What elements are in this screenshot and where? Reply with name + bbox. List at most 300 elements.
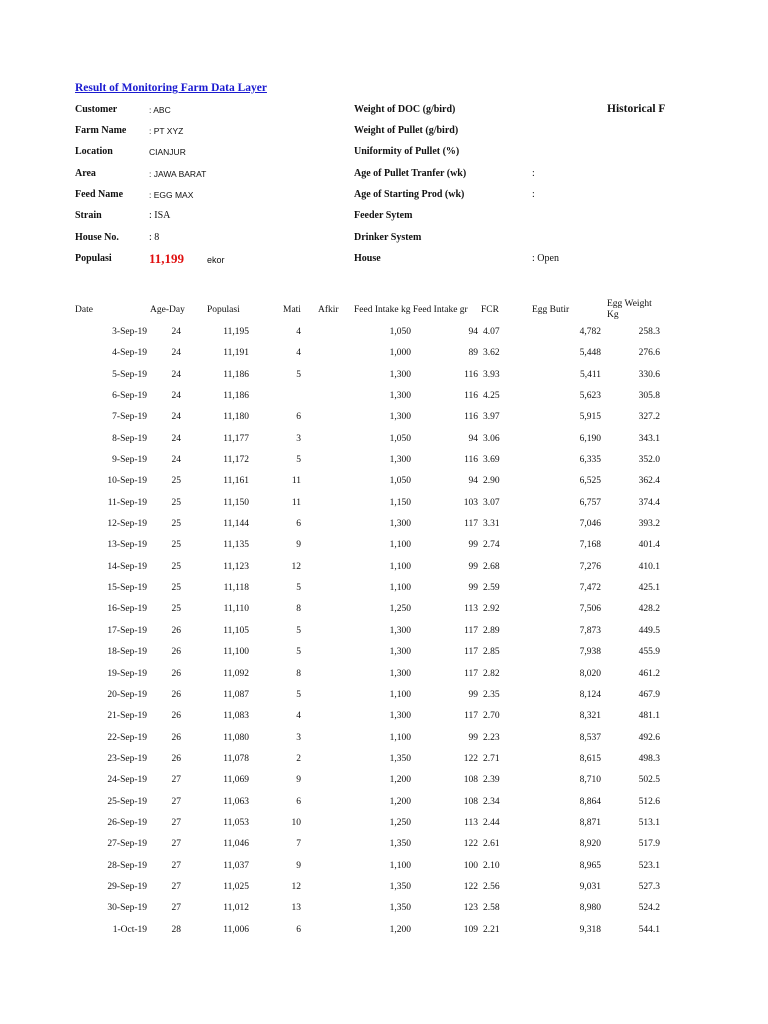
cell-fcr: 3.31 xyxy=(483,519,500,530)
cell-date: 20-Sep-19 xyxy=(107,689,147,700)
cell-fcr: 2.39 xyxy=(483,775,500,786)
cell-fcr: 2.58 xyxy=(483,903,500,914)
cell-fcr: 4.25 xyxy=(483,391,500,402)
cell-mati: 4 xyxy=(296,711,301,722)
cell-fcr: 3.06 xyxy=(483,433,500,444)
table-row xyxy=(0,562,768,583)
cell-egg-butir: 6,525 xyxy=(579,476,601,487)
info-value: : EGG MAX xyxy=(149,190,194,200)
cell-fcr: 3.69 xyxy=(483,455,500,466)
info-label: Area xyxy=(75,168,96,179)
cell-feed-kg: 1,300 xyxy=(389,668,411,679)
cell-populasi: 11,118 xyxy=(223,583,249,594)
cell-feed-kg: 1,350 xyxy=(389,881,411,892)
cell-feed-kg: 1,050 xyxy=(389,327,411,337)
cell-populasi: 11,092 xyxy=(223,668,249,679)
info-value: : Open xyxy=(532,253,559,264)
cell-feed-gr: 94 xyxy=(468,476,478,487)
cell-feed-gr: 99 xyxy=(468,689,478,700)
cell-egg-weight: 374.4 xyxy=(638,497,660,508)
cell-mati: 11 xyxy=(291,476,301,487)
cell-date: 9-Sep-19 xyxy=(112,455,147,466)
cell-fcr: 2.92 xyxy=(483,604,500,615)
cell-mati: 6 xyxy=(296,519,301,530)
cell-egg-butir: 8,710 xyxy=(579,775,601,786)
cell-egg-weight: 276.6 xyxy=(638,348,660,359)
cell-populasi: 11,186 xyxy=(223,369,249,380)
cell-feed-kg: 1,350 xyxy=(389,903,411,914)
cell-feed-kg: 1,300 xyxy=(389,412,411,423)
cell-populasi: 11,037 xyxy=(223,860,249,871)
cell-date: 18-Sep-19 xyxy=(107,647,147,658)
cell-feed-gr: 117 xyxy=(464,711,478,722)
cell-age-day: 28 xyxy=(171,924,181,935)
cell-age-day: 25 xyxy=(171,561,181,572)
cell-egg-weight: 352.0 xyxy=(638,455,660,466)
cell-egg-weight: 527.3 xyxy=(638,881,660,892)
cell-feed-gr: 117 xyxy=(464,668,478,679)
cell-egg-butir: 8,124 xyxy=(579,689,601,700)
info-value: : ISA xyxy=(149,210,171,221)
cell-egg-butir: 8,615 xyxy=(579,753,601,764)
cell-egg-butir: 7,046 xyxy=(579,519,601,530)
cell-feed-gr: 108 xyxy=(463,796,478,807)
cell-fcr: 2.90 xyxy=(483,476,500,487)
cell-feed-gr: 117 xyxy=(464,625,478,636)
cell-feed-gr: 109 xyxy=(463,924,478,935)
cell-date: 21-Sep-19 xyxy=(107,711,147,722)
cell-egg-weight: 513.1 xyxy=(638,817,660,828)
cell-egg-butir: 6,335 xyxy=(579,455,601,466)
cell-feed-kg: 1,100 xyxy=(389,561,411,572)
cell-date: 11-Sep-19 xyxy=(107,497,147,508)
cell-age-day: 24 xyxy=(171,327,181,337)
cell-feed-kg: 1,200 xyxy=(389,796,411,807)
cell-populasi: 11,087 xyxy=(223,689,249,700)
cell-mati: 12 xyxy=(291,881,301,892)
cell-date: 3-Sep-19 xyxy=(112,327,147,337)
cell-egg-weight: 362.4 xyxy=(638,476,660,487)
cell-egg-butir: 5,623 xyxy=(579,391,601,402)
cell-egg-butir: 5,411 xyxy=(579,369,601,380)
cell-feed-kg: 1,100 xyxy=(389,860,411,871)
cell-egg-butir: 8,864 xyxy=(579,796,601,807)
cell-egg-butir: 5,915 xyxy=(579,412,601,423)
cell-mati: 10 xyxy=(291,817,301,828)
cell-age-day: 24 xyxy=(171,455,181,466)
cell-mati: 11 xyxy=(291,497,301,508)
cell-fcr: 2.23 xyxy=(483,732,500,743)
table-row xyxy=(0,882,768,903)
cell-feed-kg: 1,300 xyxy=(389,711,411,722)
cell-mati: 7 xyxy=(296,839,301,850)
cell-egg-weight: 258.3 xyxy=(638,327,660,337)
cell-mati: 4 xyxy=(296,327,301,337)
cell-populasi: 11,063 xyxy=(223,796,249,807)
cell-populasi: 11,172 xyxy=(223,455,249,466)
table-row xyxy=(0,775,768,796)
cell-egg-weight: 461.2 xyxy=(638,668,660,679)
cell-populasi: 11,144 xyxy=(223,519,249,530)
cell-populasi: 11,069 xyxy=(223,775,249,786)
header-egg-weight: Egg Weight xyxy=(607,299,652,309)
cell-feed-gr: 103 xyxy=(463,497,478,508)
table-row xyxy=(0,711,768,732)
cell-fcr: 2.68 xyxy=(483,561,500,572)
cell-egg-weight: 455.9 xyxy=(638,647,660,658)
info-label: Feeder Sytem xyxy=(354,210,413,221)
cell-date: 19-Sep-19 xyxy=(107,668,147,679)
cell-age-day: 27 xyxy=(171,839,181,850)
cell-egg-weight: 492.6 xyxy=(638,732,660,743)
cell-fcr: 3.93 xyxy=(483,369,500,380)
cell-fcr: 2.34 xyxy=(483,796,500,807)
cell-feed-gr: 122 xyxy=(463,753,478,764)
cell-age-day: 25 xyxy=(171,583,181,594)
cell-feed-gr: 122 xyxy=(463,839,478,850)
cell-mati: 6 xyxy=(296,796,301,807)
cell-mati: 12 xyxy=(291,561,301,572)
table-row xyxy=(0,455,768,476)
cell-mati: 8 xyxy=(296,604,301,615)
cell-egg-butir: 6,190 xyxy=(579,433,601,444)
cell-fcr: 2.70 xyxy=(483,711,500,722)
cell-egg-weight: 425.1 xyxy=(638,583,660,594)
cell-mati: 8 xyxy=(296,668,301,679)
header-date: Date xyxy=(75,305,93,315)
table-row xyxy=(0,861,768,882)
info-label: House No. xyxy=(75,232,119,243)
cell-age-day: 26 xyxy=(171,668,181,679)
cell-populasi: 11,080 xyxy=(223,732,249,743)
cell-feed-kg: 1,300 xyxy=(389,369,411,380)
info-label: Customer xyxy=(75,104,118,115)
cell-populasi: 11,123 xyxy=(223,561,249,572)
cell-age-day: 25 xyxy=(171,519,181,530)
cell-feed-gr: 89 xyxy=(468,348,478,359)
cell-date: 25-Sep-19 xyxy=(107,796,147,807)
cell-fcr: 2.35 xyxy=(483,689,500,700)
cell-feed-gr: 117 xyxy=(464,519,478,530)
cell-feed-kg: 1,350 xyxy=(389,753,411,764)
cell-feed-gr: 116 xyxy=(464,412,478,423)
info-label: Strain xyxy=(75,210,102,221)
table-row xyxy=(0,925,768,946)
cell-age-day: 26 xyxy=(171,711,181,722)
cell-egg-weight: 544.1 xyxy=(638,924,660,935)
table-row xyxy=(0,391,768,412)
report-title: Result of Monitoring Farm Data Layer xyxy=(75,82,267,94)
cell-mati: 2 xyxy=(296,753,301,764)
cell-populasi: 11,186 xyxy=(223,391,249,402)
cell-date: 24-Sep-19 xyxy=(107,775,147,786)
info-value: : ABC xyxy=(149,105,171,115)
cell-populasi: 11,046 xyxy=(223,839,249,850)
cell-feed-gr: 123 xyxy=(463,903,478,914)
cell-populasi: 11,180 xyxy=(223,412,249,423)
cell-egg-weight: 401.4 xyxy=(638,540,660,551)
cell-feed-gr: 99 xyxy=(468,561,478,572)
header-feed-intake: Feed Intake kg Feed Intake gr xyxy=(354,305,468,315)
header-age-day: Age-Day xyxy=(150,305,185,315)
cell-populasi: 11,006 xyxy=(223,924,249,935)
cell-feed-gr: 116 xyxy=(464,369,478,380)
cell-feed-gr: 116 xyxy=(464,455,478,466)
cell-egg-weight: 343.1 xyxy=(638,433,660,444)
populasi-label: Populasi xyxy=(75,253,112,264)
cell-egg-weight: 410.1 xyxy=(638,561,660,572)
cell-age-day: 24 xyxy=(171,433,181,444)
cell-date: 14-Sep-19 xyxy=(107,561,147,572)
cell-feed-gr: 113 xyxy=(464,604,478,615)
populasi-value: 11,199 xyxy=(149,251,185,266)
cell-age-day: 26 xyxy=(171,647,181,658)
table-row xyxy=(0,797,768,818)
info-value: : 8 xyxy=(149,232,160,243)
cell-feed-kg: 1,300 xyxy=(389,455,411,466)
cell-feed-gr: 94 xyxy=(468,327,478,337)
cell-egg-butir: 4,782 xyxy=(579,327,601,337)
cell-mati: 13 xyxy=(291,903,301,914)
cell-populasi: 11,012 xyxy=(223,903,249,914)
header-egg-weight-unit: Kg xyxy=(607,310,619,320)
cell-populasi: 11,177 xyxy=(223,433,249,444)
cell-age-day: 24 xyxy=(171,391,181,402)
cell-populasi: 11,105 xyxy=(223,625,249,636)
cell-date: 16-Sep-19 xyxy=(107,604,147,615)
cell-feed-kg: 1,200 xyxy=(389,775,411,786)
table-row xyxy=(0,604,768,625)
cell-feed-kg: 1,300 xyxy=(389,391,411,402)
cell-egg-butir: 7,168 xyxy=(579,540,601,551)
cell-egg-weight: 330.6 xyxy=(638,369,660,380)
cell-populasi: 11,191 xyxy=(223,348,249,359)
cell-egg-butir: 7,276 xyxy=(579,561,601,572)
historical-heading: Historical F xyxy=(607,103,666,115)
cell-fcr: 3.62 xyxy=(483,348,500,359)
cell-feed-kg: 1,250 xyxy=(389,817,411,828)
cell-mati: 9 xyxy=(296,540,301,551)
cell-egg-butir: 9,031 xyxy=(579,881,601,892)
cell-feed-gr: 99 xyxy=(468,540,478,551)
cell-date: 6-Sep-19 xyxy=(112,391,147,402)
cell-fcr: 3.07 xyxy=(483,497,500,508)
cell-feed-gr: 116 xyxy=(464,391,478,402)
cell-feed-gr: 108 xyxy=(463,775,478,786)
cell-mati: 3 xyxy=(296,433,301,444)
cell-egg-butir: 7,472 xyxy=(579,583,601,594)
cell-fcr: 2.85 xyxy=(483,647,500,658)
cell-fcr: 2.59 xyxy=(483,583,500,594)
cell-age-day: 25 xyxy=(171,476,181,487)
cell-date: 5-Sep-19 xyxy=(112,369,147,380)
header-populasi: Populasi xyxy=(207,305,240,315)
cell-feed-gr: 99 xyxy=(468,583,478,594)
info-label: Farm Name xyxy=(75,125,127,136)
cell-feed-kg: 1,300 xyxy=(389,647,411,658)
cell-fcr: 2.44 xyxy=(483,817,500,828)
cell-date: 10-Sep-19 xyxy=(107,476,147,487)
cell-fcr: 2.61 xyxy=(483,839,500,850)
cell-feed-kg: 1,100 xyxy=(389,732,411,743)
cell-egg-weight: 449.5 xyxy=(638,625,660,636)
cell-date: 1-Oct-19 xyxy=(112,924,147,935)
cell-egg-butir: 8,321 xyxy=(579,711,601,722)
cell-egg-butir: 7,873 xyxy=(579,625,601,636)
data-table xyxy=(0,327,768,946)
cell-egg-weight: 327.2 xyxy=(638,412,660,423)
cell-age-day: 26 xyxy=(171,625,181,636)
cell-egg-weight: 512.6 xyxy=(638,796,660,807)
table-row xyxy=(0,434,768,455)
cell-age-day: 27 xyxy=(171,881,181,892)
cell-fcr: 4.07 xyxy=(483,327,500,337)
cell-feed-kg: 1,200 xyxy=(389,924,411,935)
cell-egg-butir: 8,920 xyxy=(579,839,601,850)
cell-egg-butir: 5,448 xyxy=(579,348,601,359)
cell-mati: 5 xyxy=(296,689,301,700)
table-row xyxy=(0,476,768,497)
cell-mati: 3 xyxy=(296,732,301,743)
table-row xyxy=(0,583,768,604)
cell-date: 8-Sep-19 xyxy=(112,433,147,444)
table-row xyxy=(0,370,768,391)
cell-mati: 6 xyxy=(296,412,301,423)
cell-date: 13-Sep-19 xyxy=(107,540,147,551)
table-row xyxy=(0,412,768,433)
cell-populasi: 11,025 xyxy=(223,881,249,892)
info-label: Drinker System xyxy=(354,232,422,243)
cell-populasi: 11,195 xyxy=(223,327,249,337)
cell-age-day: 26 xyxy=(171,689,181,700)
cell-mati: 5 xyxy=(296,625,301,636)
table-row xyxy=(0,327,768,348)
cell-age-day: 24 xyxy=(171,369,181,380)
cell-mati: 5 xyxy=(296,369,301,380)
cell-populasi: 11,150 xyxy=(223,497,249,508)
info-label: Feed Name xyxy=(75,189,124,200)
cell-mati: 5 xyxy=(296,647,301,658)
cell-populasi: 11,078 xyxy=(223,753,249,764)
cell-fcr: 2.89 xyxy=(483,625,500,636)
cell-date: 23-Sep-19 xyxy=(107,753,147,764)
table-row xyxy=(0,348,768,369)
cell-egg-butir: 8,537 xyxy=(579,732,601,743)
cell-mati: 9 xyxy=(296,860,301,871)
cell-date: 28-Sep-19 xyxy=(107,860,147,871)
cell-populasi: 11,083 xyxy=(223,711,249,722)
cell-age-day: 25 xyxy=(171,604,181,615)
cell-age-day: 26 xyxy=(171,732,181,743)
cell-fcr: 2.10 xyxy=(483,860,500,871)
cell-fcr: 2.71 xyxy=(483,753,500,764)
cell-date: 4-Sep-19 xyxy=(112,348,147,359)
cell-date: 15-Sep-19 xyxy=(107,583,147,594)
table-row xyxy=(0,498,768,519)
cell-egg-butir: 8,871 xyxy=(579,817,601,828)
cell-egg-butir: 9,318 xyxy=(579,924,601,935)
cell-egg-butir: 8,980 xyxy=(579,903,601,914)
table-row xyxy=(0,733,768,754)
cell-mati: 4 xyxy=(296,348,301,359)
header-fcr: FCR xyxy=(481,305,499,315)
cell-populasi: 11,161 xyxy=(223,476,249,487)
cell-feed-kg: 1,100 xyxy=(389,583,411,594)
cell-feed-kg: 1,250 xyxy=(389,604,411,615)
cell-feed-gr: 117 xyxy=(464,647,478,658)
info-label: Weight of Pullet (g/bird) xyxy=(354,125,459,136)
cell-feed-kg: 1,300 xyxy=(389,519,411,530)
cell-egg-butir: 7,938 xyxy=(579,647,601,658)
info-label: Age of Starting Prod (wk) xyxy=(354,189,465,200)
header-egg-butir: Egg Butir xyxy=(532,305,570,315)
cell-feed-gr: 100 xyxy=(463,860,478,871)
info-label: Uniformity of Pullet (%) xyxy=(354,146,460,157)
cell-egg-butir: 7,506 xyxy=(579,604,601,615)
cell-feed-gr: 94 xyxy=(468,433,478,444)
cell-egg-weight: 517.9 xyxy=(638,839,660,850)
cell-egg-weight: 498.3 xyxy=(638,753,660,764)
info-value: : PT XYZ xyxy=(149,126,184,136)
cell-populasi: 11,053 xyxy=(223,817,249,828)
cell-age-day: 27 xyxy=(171,775,181,786)
cell-feed-kg: 1,000 xyxy=(389,348,411,359)
cell-date: 29-Sep-19 xyxy=(107,881,147,892)
cell-mati: 9 xyxy=(296,775,301,786)
cell-feed-kg: 1,100 xyxy=(389,540,411,551)
cell-egg-butir: 8,965 xyxy=(579,860,601,871)
cell-egg-weight: 393.2 xyxy=(638,519,660,530)
cell-age-day: 27 xyxy=(171,796,181,807)
cell-feed-kg: 1,050 xyxy=(389,433,411,444)
cell-date: 30-Sep-19 xyxy=(107,903,147,914)
cell-populasi: 11,110 xyxy=(223,604,249,615)
info-label: Age of Pullet Tranfer (wk) xyxy=(354,168,467,179)
table-row xyxy=(0,519,768,540)
cell-age-day: 27 xyxy=(171,903,181,914)
table-row xyxy=(0,903,768,924)
cell-date: 17-Sep-19 xyxy=(107,625,147,636)
cell-feed-kg: 1,350 xyxy=(389,839,411,850)
cell-feed-kg: 1,100 xyxy=(389,689,411,700)
cell-age-day: 24 xyxy=(171,348,181,359)
cell-feed-gr: 122 xyxy=(463,881,478,892)
cell-egg-weight: 305.8 xyxy=(638,391,660,402)
cell-egg-weight: 502.5 xyxy=(638,775,660,786)
cell-date: 12-Sep-19 xyxy=(107,519,147,530)
cell-age-day: 25 xyxy=(171,540,181,551)
info-label: House xyxy=(354,253,381,264)
cell-age-day: 25 xyxy=(171,497,181,508)
cell-egg-weight: 524.2 xyxy=(638,903,660,914)
cell-feed-gr: 99 xyxy=(468,732,478,743)
header-mati: Mati xyxy=(283,305,301,315)
cell-egg-weight: 481.1 xyxy=(638,711,660,722)
cell-date: 22-Sep-19 xyxy=(107,732,147,743)
table-row xyxy=(0,669,768,690)
info-label: Weight of DOC (g/bird) xyxy=(354,104,456,115)
table-row xyxy=(0,839,768,860)
cell-date: 27-Sep-19 xyxy=(107,839,147,850)
table-row xyxy=(0,626,768,647)
cell-date: 7-Sep-19 xyxy=(112,412,147,423)
cell-populasi: 11,100 xyxy=(223,647,249,658)
cell-egg-weight: 467.9 xyxy=(638,689,660,700)
table-row xyxy=(0,690,768,711)
cell-age-day: 24 xyxy=(171,412,181,423)
cell-fcr: 2.56 xyxy=(483,881,500,892)
cell-egg-weight: 523.1 xyxy=(638,860,660,871)
